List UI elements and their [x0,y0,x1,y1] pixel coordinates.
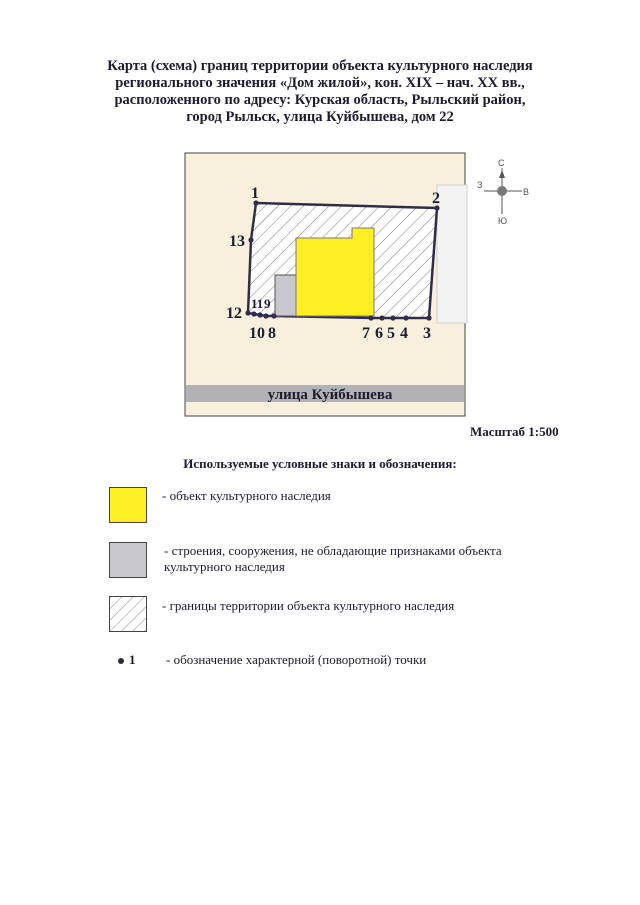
legend-text-heritage: - объект культурного наследия [162,488,331,503]
compass-north: С [498,158,505,168]
heritage-object [296,228,374,316]
compass-west: З [477,180,483,190]
scale-label: Масштаб 1:500 [470,424,559,439]
point-13 [248,237,253,242]
title-line-4: город Рыльск, улица Куйбышева, дом 22 [186,109,454,125]
legend-swatch-buildings [109,542,147,578]
boundary-map [0,0,640,430]
point-label-9: 9 [264,296,271,311]
point-label-13: 13 [229,233,245,250]
legend-text-buildings-line1: - строения, сооружения, не обладающие признаками объекта [164,543,502,558]
point-dot-icon [118,658,124,664]
compass-icon [477,158,529,226]
point-label-7: 7 [362,325,370,342]
point-label-3: 3 [423,325,431,342]
legend-text-point: - обозначение характерной (поворотной) точки [166,652,427,667]
point-label-10: 10 [249,325,265,342]
neighbour-building [437,185,467,323]
compass-east: В [523,187,530,197]
title-line-3: расположенного по адресу: Курская область, Рыльский район, [114,92,526,108]
point-5 [390,315,395,320]
legend-point-marker [118,652,136,668]
point-label-5: 5 [387,325,395,342]
point-10 [257,312,262,317]
legend-text-buildings-line2: культурного наследия [164,559,285,574]
legend-swatch-heritage [109,487,147,523]
point-6 [379,315,384,320]
legend-text-buildings [164,543,564,575]
point-3 [426,315,431,320]
legend-swatch-boundary [109,596,147,632]
point-label-4: 4 [400,325,408,342]
title-line-2: регионального значения «Дом жилой», кон. XIX – нач. XX вв., [115,75,525,91]
compass-south: Ю [498,216,508,226]
point-label-11: 11 [251,296,264,311]
point-4 [403,315,408,320]
point-12 [245,310,250,315]
title-line-1: Карта (схема) границ территории объекта культурного наследия [107,58,533,74]
legend-text-boundary: - границы территории объекта культурного наследия [162,598,455,613]
point-9 [263,313,268,318]
point-8 [271,313,276,318]
other-building [275,275,297,316]
legend-point-number: 1 [129,652,136,667]
point-label-12: 12 [226,305,242,322]
point-7 [368,315,373,320]
legend-title: Используемые условные знаки и обозначения: [183,456,457,471]
point-label-6: 6 [375,325,383,342]
point-label-8: 8 [268,325,276,342]
point-11 [251,311,256,316]
point-label-2: 2 [432,190,440,207]
street-label: улица Куйбышева [267,387,393,403]
point-label-1: 1 [251,185,259,202]
